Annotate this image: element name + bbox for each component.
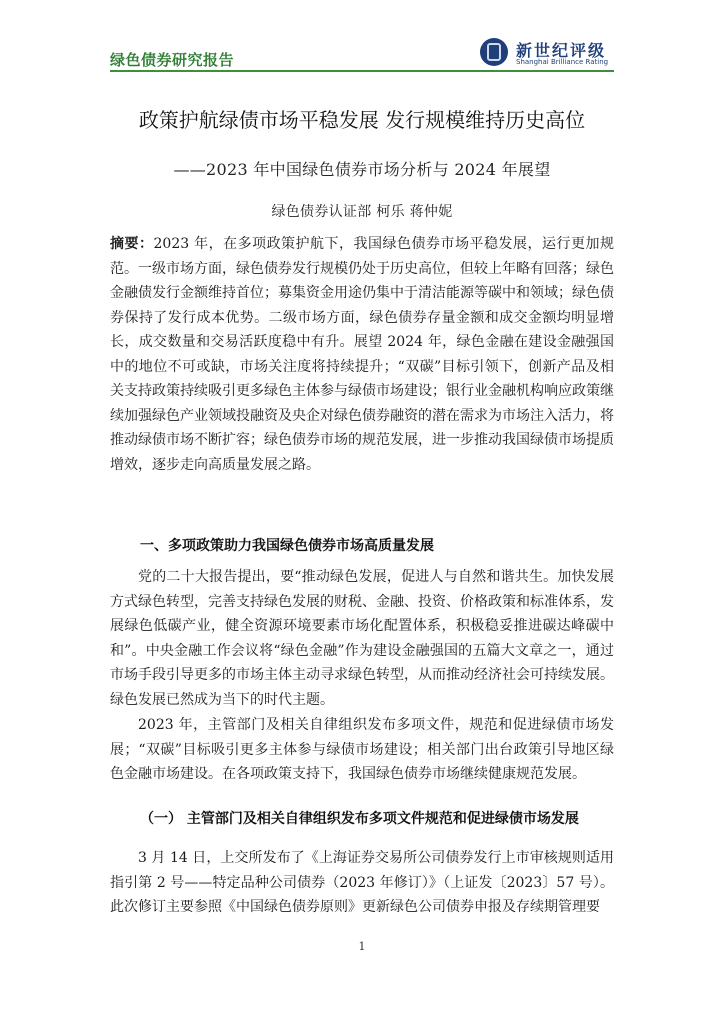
document-title: 政策护航绿债市场平稳发展 发行规模维持历史高位 xyxy=(138,108,586,132)
subsection-heading-1: （一） 主管部门及相关自律组织发布多项文件规范和促进绿债市场发展 xyxy=(140,811,579,827)
section1-paragraph-1: 党的二十大报告提出，要“推动绿色发展，促进人与自然和谐共生。加快发展方式绿色转型，完善支持绿色发展的财税、金融、投资、价格政策和标准体系，发展绿色低碳产业，健全资源环境要素市场化配置体系，积极稳妥推进碳达峰碳中和”。中央金融工作会议将“绿色金融”作为建设金融强国的五篇大文章之一，通过市场手段引导更多的市场主体主动寻求绿色转型，从而推动经济社会可持续发展。绿色发展已然成为当下的时代主题。 xyxy=(110,569,614,708)
document-subtitle: ——2023 年中国绿色债券市场分析与 2024 年展望 xyxy=(173,160,551,179)
section-heading-1: 一、多项政策助力我国绿色债券市场高质量发展 xyxy=(140,538,434,554)
abstract-paragraph xyxy=(110,232,614,477)
page-header xyxy=(0,0,724,74)
company-logo xyxy=(480,36,614,68)
authors-line: 绿色债券认证部 柯乐 蒋仲妮 xyxy=(271,204,453,220)
abstract-text: 2023 年，在多项政策护航下，我国绿色债券市场平稳发展，运行更加规范。一级市场方面，绿色债券发行规模仍处于历史高位，但较上年略有回落；绿色金融债发行金额维持首位；募集资金用途仍集中于清洁能源等碳中和领域；绿色债券保持了发行成本优势。二级市场方面，绿色债券存量金额和成交金额均明显增长，成交数量和交易活跃度稳中有升。展望 2024 年，绿色金融在建设金融强国中的地位不可或缺，市场关注度将持续提升；“双碳”目标引领下，创新产品及相关支持政策持续吸引更多绿色主体参与绿债市场建设；银行业金融机构响应政策继续加强绿色产业领域投融资及央企对绿色债券融资的潜在需求为市场注入活力，将推动绿债市场不断扩容；绿色债券市场的规范发展，进一步推动我国绿债市场提质增效，逐步走向高质量发展之路。 xyxy=(110,236,615,473)
header-divider xyxy=(110,70,614,72)
page-number: 1 xyxy=(358,940,366,953)
subsection1-paragraph: 3 月 14 日，上交所发布了《上海证券交易所公司债券发行上市审核规则适用指引第 2 号——特定品种公司债券（2023 年修订）》（上证发〔2023〕57 号）。此次修订主要参照《中国绿色债券原则》更新绿色公司债券申报及存续期管理要 xyxy=(110,850,614,915)
report-series-label: 绿色债券研究报告 xyxy=(110,51,235,69)
logo-emblem-icon xyxy=(480,38,508,66)
abstract-keyword: 摘要： xyxy=(110,236,154,252)
logo-chinese-name: 新世纪评级 xyxy=(516,41,607,60)
logo-english-name: Shanghai Brilliance Rating xyxy=(516,58,609,66)
section1-paragraph-2: 2023 年，主管部门及相关自律组织发布多项文件，规范和促进绿债市场发展；“双碳”目标吸引更多主体参与绿债市场建设；相关部门出台政策引导地区绿色金融市场建设。在各项政策支持下，我国绿色债券市场继续健康规范发展。 xyxy=(110,717,614,782)
